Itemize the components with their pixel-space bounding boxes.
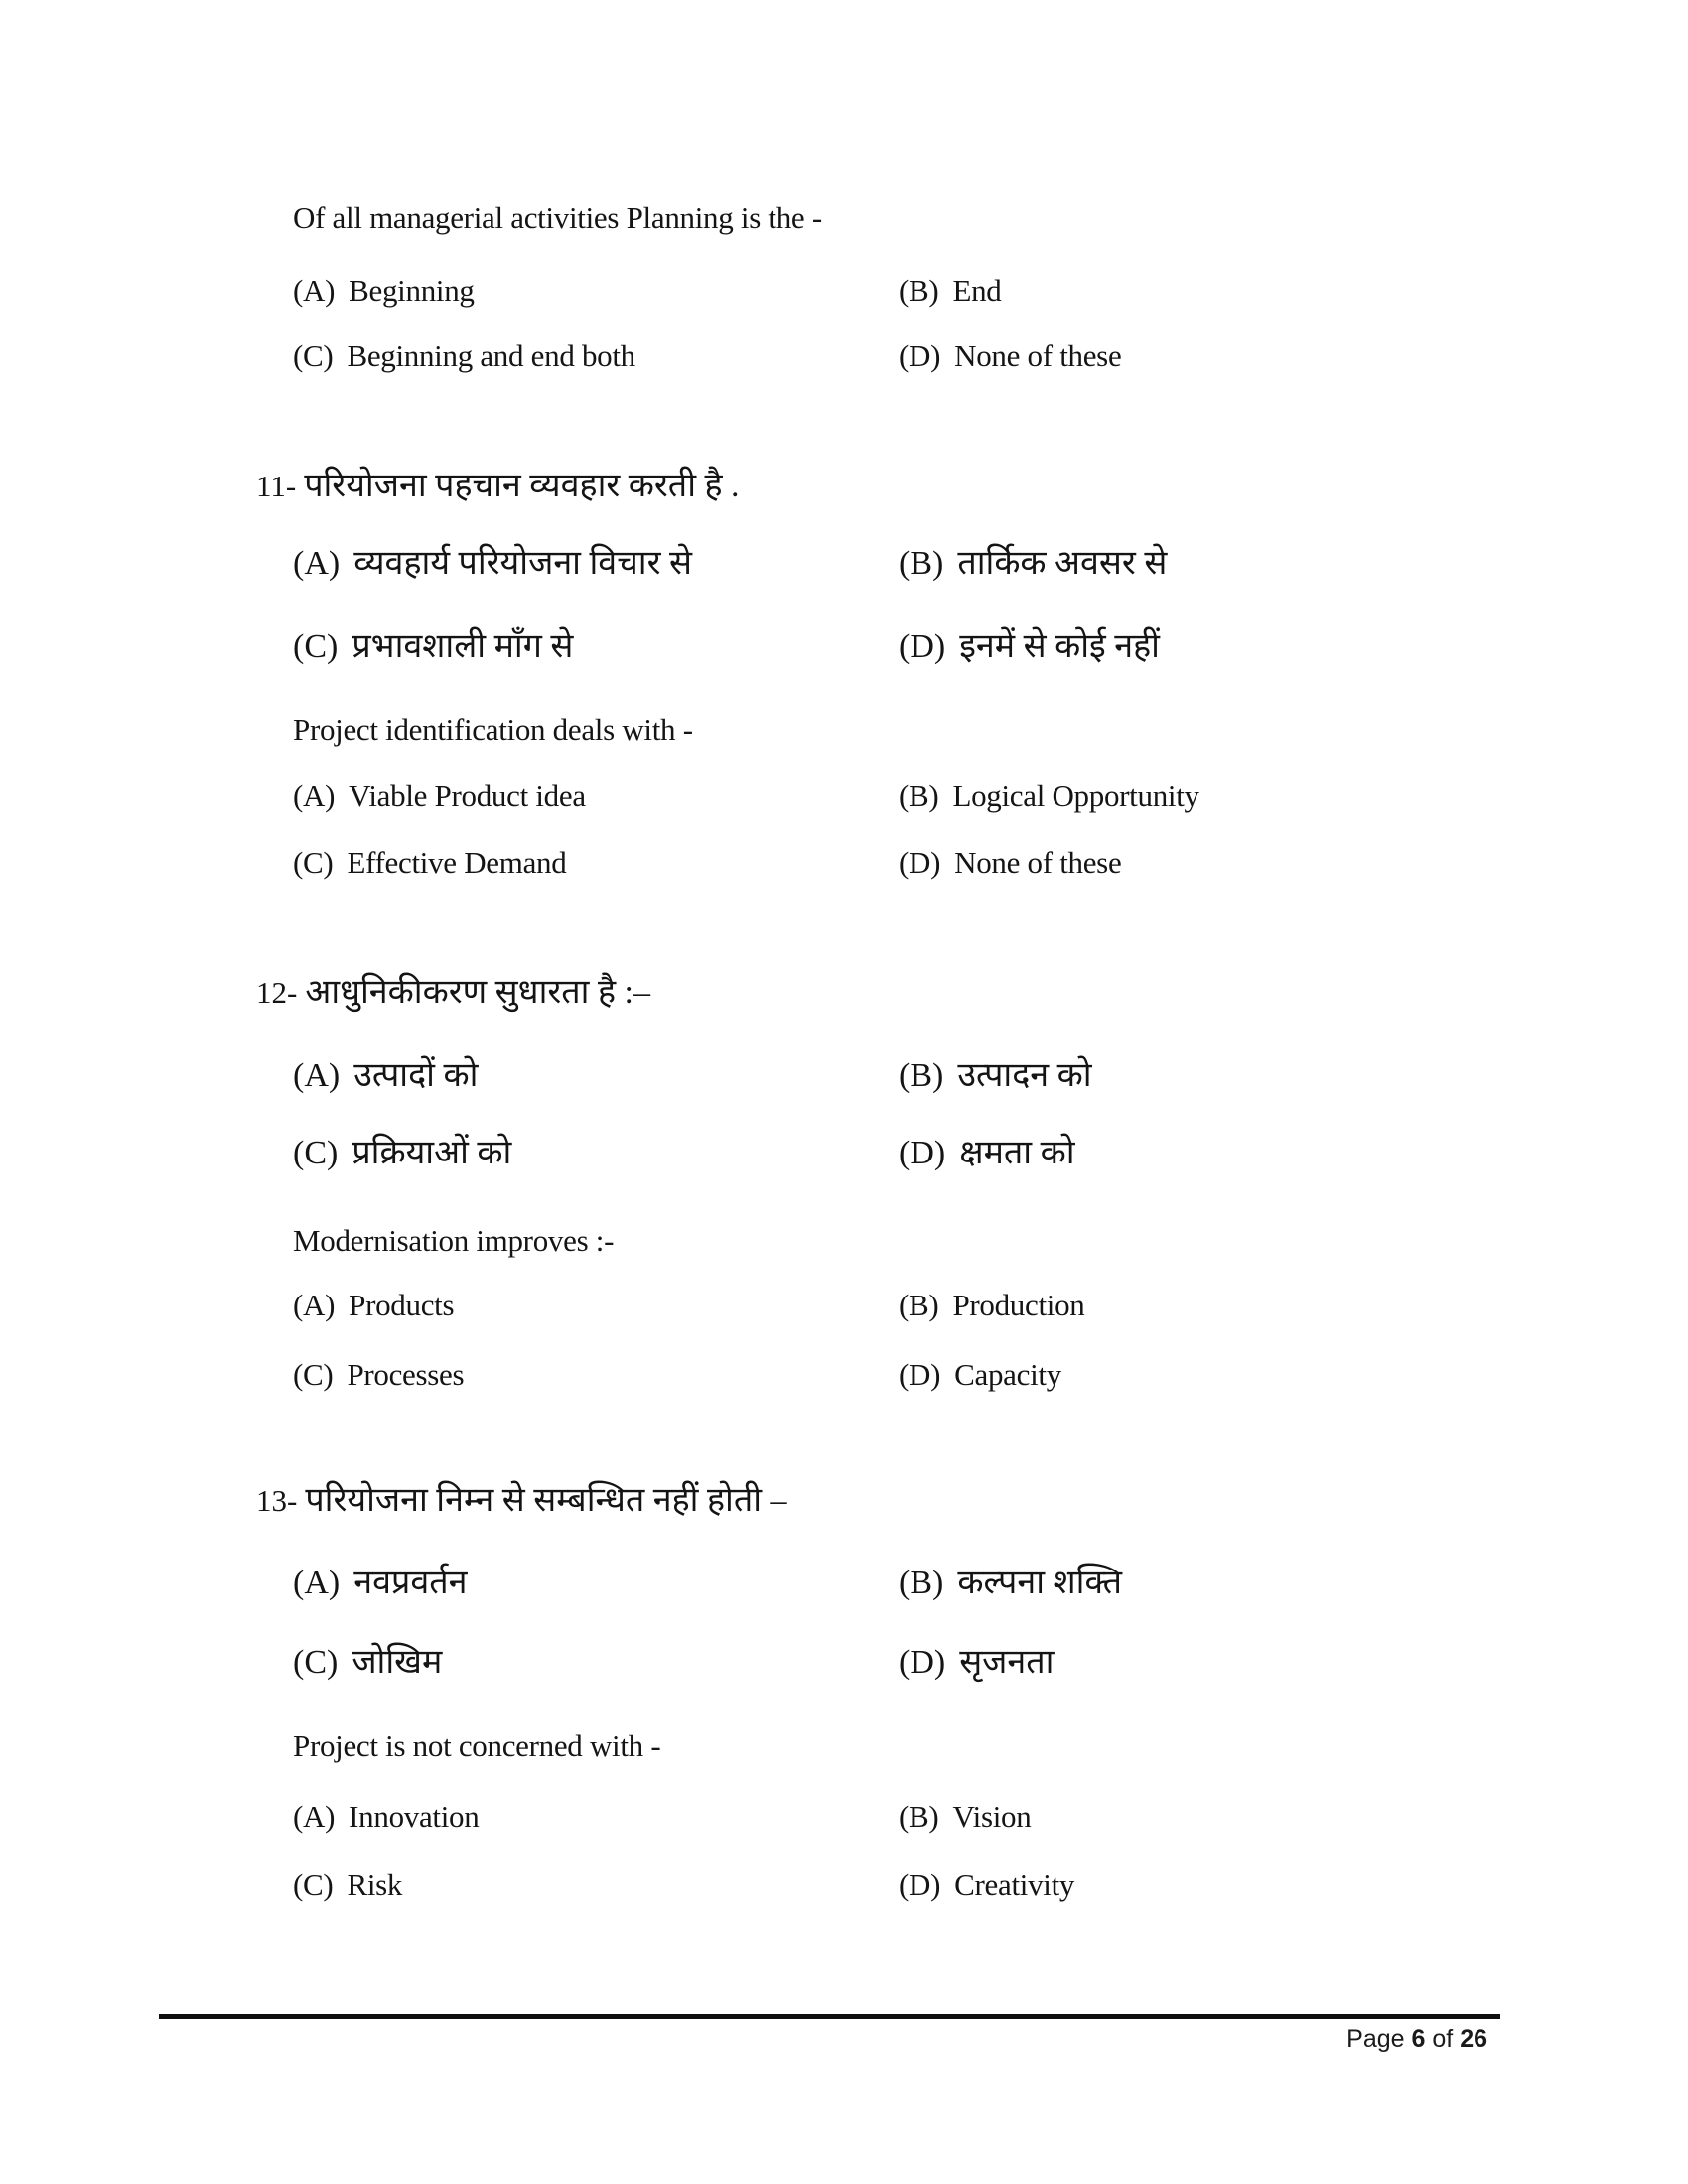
footer-page-word: Page xyxy=(1346,2025,1405,2053)
option-c xyxy=(293,1643,442,1682)
option-d xyxy=(899,845,1121,881)
option-b xyxy=(899,1288,1085,1323)
option-label: (B) xyxy=(899,778,939,813)
option-text: प्रभावशाली माँग से xyxy=(352,628,574,665)
question-text: Project is not concerned with - xyxy=(293,1728,661,1763)
option-text: उत्पादन को xyxy=(957,1057,1092,1094)
option-c xyxy=(293,627,573,666)
option-a xyxy=(293,1056,478,1095)
option-b xyxy=(899,778,1199,814)
option-label: (B) xyxy=(899,1565,944,1601)
option-c xyxy=(293,339,635,374)
option-text: व्यवहार्य परियोजना विचार से xyxy=(353,545,692,582)
option-label: (B) xyxy=(899,1288,939,1322)
option-text: Products xyxy=(349,1288,455,1322)
option-text: सृजनता xyxy=(959,1644,1055,1681)
option-b xyxy=(899,544,1167,583)
option-label: (A) xyxy=(293,778,336,813)
option-text: Effective Demand xyxy=(347,845,567,880)
option-a xyxy=(293,1799,479,1835)
option-a xyxy=(293,273,475,309)
option-text: प्रक्रियाओं को xyxy=(352,1135,512,1171)
question-text: आधुनिकीकरण सुधारता है :– xyxy=(305,974,650,1011)
option-c xyxy=(293,1134,511,1172)
option-label: (D) xyxy=(899,628,946,665)
option-label: (D) xyxy=(899,1644,946,1681)
question-text-line xyxy=(0,973,1688,1012)
option-text: Risk xyxy=(347,1867,403,1902)
option-text: Production xyxy=(952,1288,1085,1322)
question-number: 13- xyxy=(256,1483,298,1518)
option-b xyxy=(899,1799,1031,1835)
option-text: Beginning and end both xyxy=(347,339,635,373)
option-label: (B) xyxy=(899,1057,944,1094)
option-label: (A) xyxy=(293,1799,336,1834)
question-number: 12- xyxy=(256,975,298,1010)
question-text: परियोजना निम्न से सम्बन्धित नहीं होती – xyxy=(305,1482,787,1519)
question-text: परियोजना पहचान व्यवहार करती है . xyxy=(304,468,740,504)
option-b xyxy=(899,1056,1092,1095)
option-b xyxy=(899,273,1001,309)
option-text: नवप्रवर्तन xyxy=(353,1565,468,1601)
option-label: (C) xyxy=(293,1644,339,1681)
option-label: (A) xyxy=(293,1565,341,1601)
footer-total-pages: 26 xyxy=(1460,2025,1487,2053)
option-label: (B) xyxy=(899,1799,939,1834)
option-text: जोखिम xyxy=(352,1644,443,1681)
option-d xyxy=(899,339,1121,374)
option-label: (C) xyxy=(293,339,334,373)
option-text: उत्पादों को xyxy=(353,1057,479,1094)
option-text: Processes xyxy=(347,1357,465,1392)
option-text: None of these xyxy=(954,845,1122,880)
option-a xyxy=(293,1288,454,1323)
option-label: (C) xyxy=(293,1867,334,1902)
option-label: (D) xyxy=(899,845,941,880)
option-text: Creativity xyxy=(954,1867,1075,1902)
page-number-indicator xyxy=(1190,2025,1487,2054)
option-a xyxy=(293,544,692,583)
option-label: (A) xyxy=(293,273,336,308)
option-c xyxy=(293,1867,402,1903)
option-a xyxy=(293,1564,467,1602)
option-label: (D) xyxy=(899,339,941,373)
option-d xyxy=(899,1134,1075,1172)
footer-divider xyxy=(159,2014,1500,2019)
question-text-line xyxy=(0,467,1688,505)
option-label: (C) xyxy=(293,628,339,665)
option-text: Innovation xyxy=(349,1799,480,1834)
question-text-line xyxy=(0,1481,1688,1520)
option-label: (A) xyxy=(293,1288,336,1322)
option-text: क्षमता को xyxy=(959,1135,1075,1171)
option-c xyxy=(293,845,566,881)
option-label: (D) xyxy=(899,1357,941,1392)
option-label: (A) xyxy=(293,1057,341,1094)
question-text: Project identification deals with - xyxy=(293,712,693,747)
question-number: 11- xyxy=(256,469,297,503)
option-text: इनमें से कोई नहीं xyxy=(959,628,1160,665)
option-label: (B) xyxy=(899,545,944,582)
option-label: (B) xyxy=(899,273,939,308)
option-d xyxy=(899,1643,1054,1682)
question-text: Of all managerial activities Planning is the - xyxy=(293,201,822,235)
option-c xyxy=(293,1357,464,1393)
option-a xyxy=(293,778,586,814)
option-label: (C) xyxy=(293,845,334,880)
option-label: (D) xyxy=(899,1135,946,1171)
option-b xyxy=(899,1564,1122,1602)
option-label: (D) xyxy=(899,1867,941,1902)
option-text: Beginning xyxy=(349,273,475,308)
footer-of-word: of xyxy=(1432,2025,1454,2053)
option-label: (C) xyxy=(293,1135,339,1171)
footer-page-number: 6 xyxy=(1411,2025,1426,2053)
option-d xyxy=(899,1357,1061,1393)
option-text: कल्पना शक्ति xyxy=(957,1565,1123,1601)
option-text: None of these xyxy=(954,339,1122,373)
option-d xyxy=(899,1867,1074,1903)
option-text: Vision xyxy=(952,1799,1032,1834)
option-text: Logical Opportunity xyxy=(952,778,1199,813)
question-text: Modernisation improves :- xyxy=(293,1223,615,1258)
option-label: (C) xyxy=(293,1357,334,1392)
option-label: (A) xyxy=(293,545,341,582)
option-text: End xyxy=(952,273,1002,308)
option-d xyxy=(899,627,1160,666)
option-text: तार्किक अवसर से xyxy=(957,545,1168,582)
option-text: Viable Product idea xyxy=(349,778,586,813)
option-text: Capacity xyxy=(954,1357,1061,1392)
